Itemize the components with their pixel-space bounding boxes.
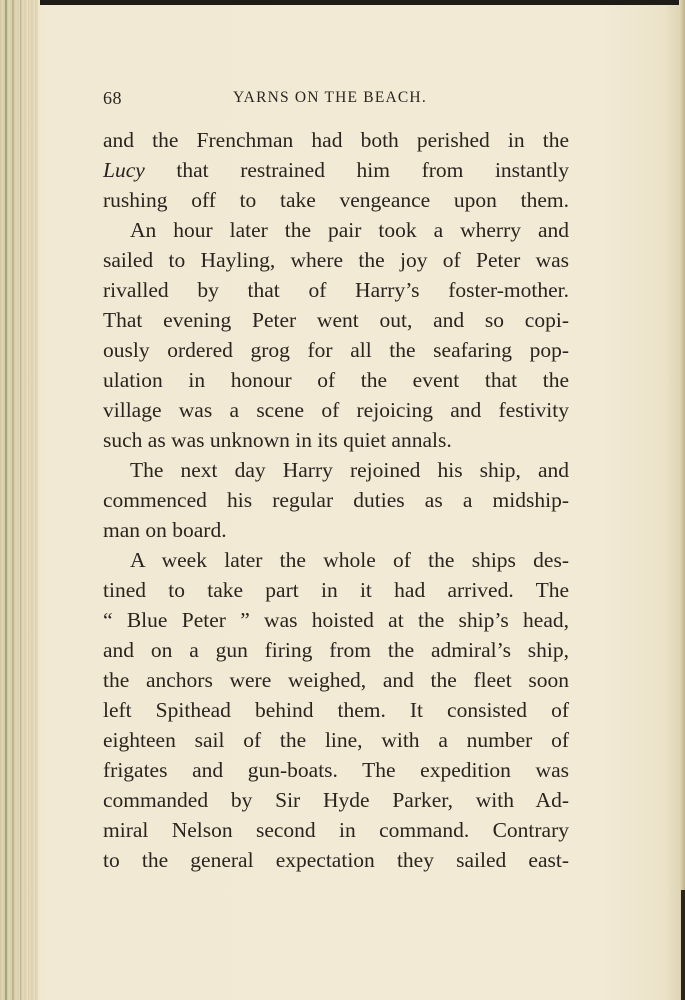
text-line: commanded by Sir Hyde Parker, with Ad- (103, 788, 569, 812)
page-number: 68 (103, 88, 122, 108)
page-top-edge (40, 0, 685, 5)
running-head: YARNS ON THE BEACH. (233, 89, 427, 106)
text-line: The next day Harry rejoined his ship, and (130, 458, 569, 482)
text-line: A week later the whole of the ships des- (130, 548, 569, 572)
binding-edge-line (20, 0, 21, 1000)
text-line: sailed to Hayling, where the joy of Peter was (103, 248, 569, 272)
text-line: village was a scene of rejoicing and festivity (103, 398, 569, 422)
binding-edge-line (5, 0, 7, 1000)
page-right-edge (679, 0, 685, 1000)
text-line: tined to take part in it had arrived. The (103, 578, 569, 602)
text-line: frigates and gun-boats. The expedition was (103, 758, 569, 782)
text-line: eighteen sail of the line, with a number of (103, 728, 569, 752)
text-line: commenced his regular duties as a midship- (103, 488, 569, 512)
body-text (103, 125, 569, 875)
text-line: man on board. (103, 518, 227, 542)
text-line-rest: that restrained him from instantly (144, 158, 569, 182)
text-line (103, 155, 569, 185)
text-line: ously ordered grog for all the seafaring pop- (103, 338, 569, 362)
text-line: ulation in honour of the event that the (103, 368, 569, 392)
binding-edge-line (12, 0, 14, 1000)
text-line: miral Nelson second in command. Contrary (103, 818, 569, 842)
text-line: “ Blue Peter ” was hoisted at the ship’s head, (103, 608, 569, 632)
text-line: the anchors were weighed, and the fleet soon (103, 668, 569, 692)
italic-ship-name: Lucy (103, 158, 145, 182)
text-line: An hour later the pair took a wherry and (130, 218, 569, 242)
text-line: rushing off to take vengeance upon them. (103, 188, 569, 212)
text-line: rivalled by that of Harry’s foster-mother. (103, 278, 569, 302)
text-line: such as was unknown in its quiet annals. (103, 428, 452, 452)
page-corner-shadow (681, 890, 685, 1000)
text-line: left Spithead behind them. It consisted of (103, 698, 569, 722)
text-line: to the general expectation they sailed east- (103, 848, 569, 872)
page-header (103, 88, 569, 110)
text-line: and the Frenchman had both perished in the (103, 128, 569, 152)
text-line: That evening Peter went out, and so copi- (103, 308, 569, 332)
text-line: and on a gun firing from the admiral’s ship, (103, 638, 569, 662)
